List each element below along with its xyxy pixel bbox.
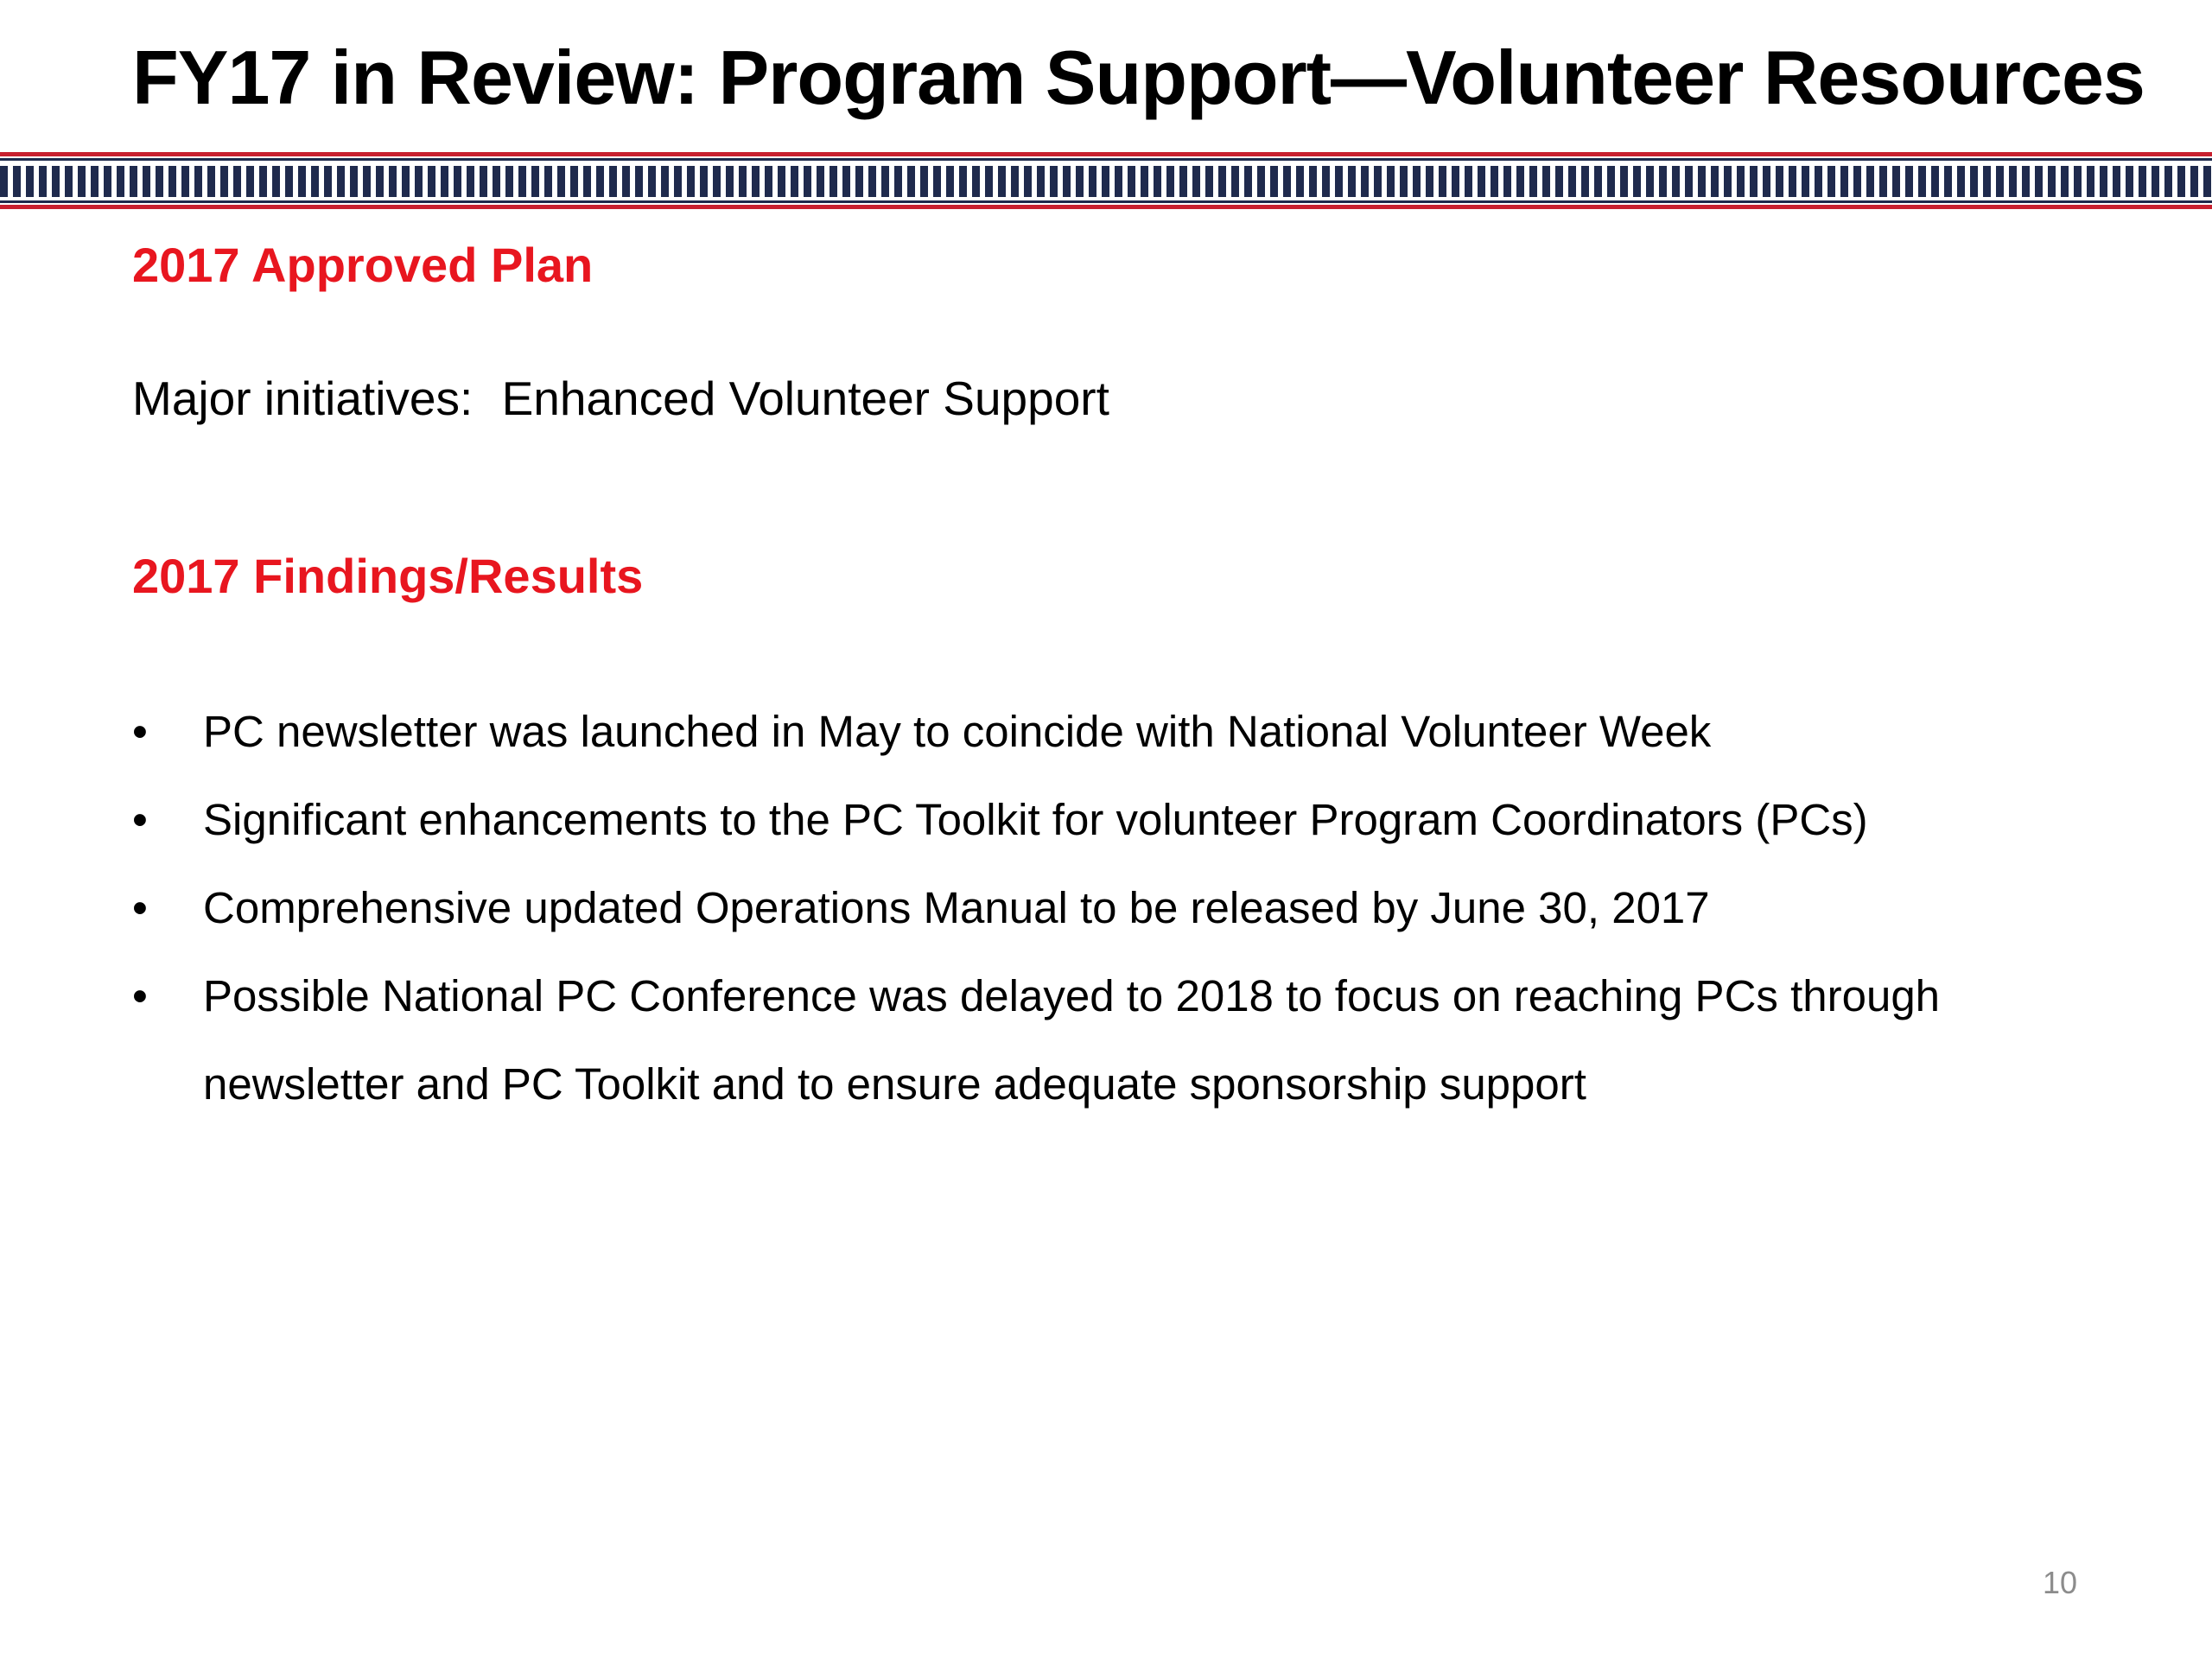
- approved-plan-heading: 2017 Approved Plan: [132, 238, 594, 292]
- list-item-text: Comprehensive updated Operations Manual to be released by June 30, 2017: [203, 883, 1710, 932]
- major-initiatives-line: [132, 368, 1109, 429]
- list-item: [132, 952, 2076, 1128]
- bullet-glyph: •: [132, 795, 148, 844]
- initiatives-value: Enhanced Volunteer Support: [501, 372, 1109, 425]
- list-item-text: PC newsletter was launched in May to coincide with National Volunteer Week: [203, 707, 1712, 756]
- bullet-glyph: •: [132, 707, 148, 756]
- list-item-text: Possible National PC Conference was delayed to 2018 to focus on reaching PCs through newsletter and PC Toolkit and to ensure adequate sponsorship support: [203, 971, 1941, 1109]
- decorative-divider-band: [0, 152, 2212, 211]
- bullet-glyph: •: [132, 883, 148, 932]
- divider-top-red-rule: [0, 152, 2212, 156]
- findings-bullet-list: [132, 688, 2076, 1128]
- divider-bottom-navy-rule: [0, 200, 2212, 203]
- slide-title: FY17 in Review: Program Support—Volunteer Resources: [132, 35, 2145, 120]
- bullet-glyph: •: [132, 971, 148, 1020]
- page-number: 10: [2042, 1565, 2077, 1600]
- divider-bottom-red-rule: [0, 205, 2212, 209]
- initiatives-label: Major initiatives:: [132, 372, 474, 425]
- list-item: [132, 776, 2076, 864]
- divider-top-navy-rule: [0, 158, 2212, 161]
- list-item: [132, 688, 2076, 776]
- list-item: [132, 864, 2076, 952]
- findings-results-heading: 2017 Findings/Results: [132, 549, 644, 603]
- divider-tick-pattern: [0, 166, 2212, 197]
- list-item-text: Significant enhancements to the PC Toolkit for volunteer Program Coordinators (PCs): [203, 795, 1868, 844]
